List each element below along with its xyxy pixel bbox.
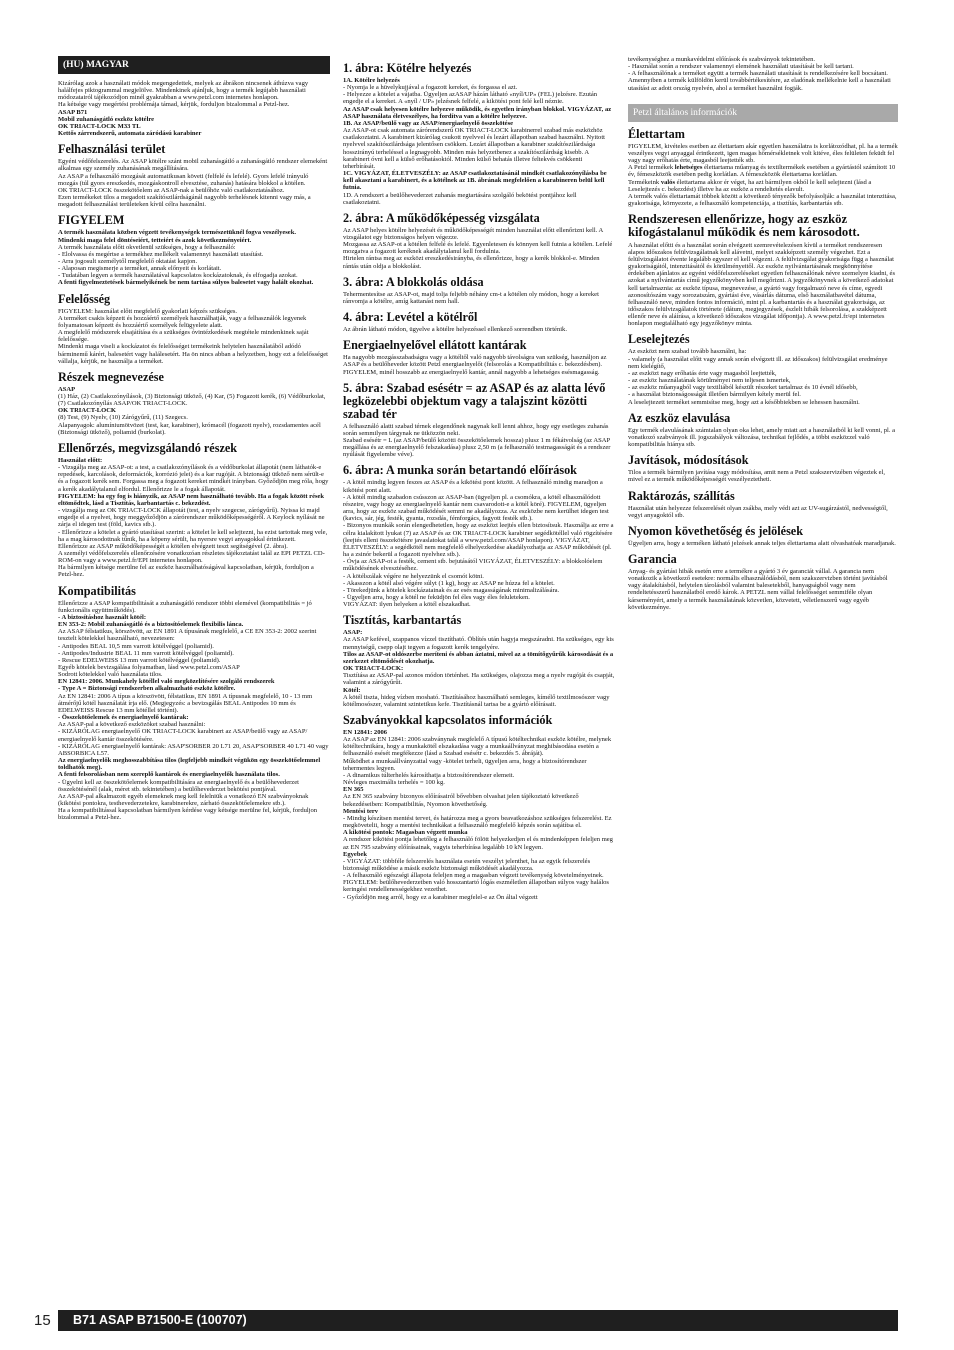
- paragraph: EN 365: [343, 786, 364, 794]
- paragraph: - Antipodes/Industrie BEAL 11 mm varrott kötélvéggel (poliamid).: [58, 649, 234, 657]
- paragraph: ASAP:: [343, 629, 363, 637]
- paragraph: Az ASAP helyes kötélre helyezését és működőképességét minden használat előtt ellenőrizni kell. A vizsgálatot egy biztonságos helyen végezze.: [343, 226, 603, 241]
- paragraph: Az EN 12841: 2006 A típus a körszövött, félstatikus, EN 1891 A típusnak megfelelő, 10 - 13 mm átmérőjű kötél használatát írja elő. (Megjegyzés: a bevizsgálás BEAL Antipodes 10 mm és EDELWEISS Rescue 13 mm kötéllel történt).: [58, 692, 313, 714]
- section-heading: Ellenőrzés, megvizsgálandó részek: [58, 440, 238, 455]
- paragraph: Ellenőrizze az ASAP működőképességét a kötélen elvégzett teszt segítségével (2. ábra).: [58, 542, 288, 550]
- section-banner: (HU) MAGYAR: [58, 56, 330, 74]
- section-heading: Raktározás, szállítás: [628, 488, 735, 503]
- paragraph: A termék használata közben végzett tevékenységek természetüknél fogva veszélyesek.: [58, 229, 296, 237]
- paragraph: - vizsgálja meg az OK TRIACT-LOCK állapotát (test, a nyelv szegecse, zárógyűrű). Nyissa ki majd engedje el a nyelvet, hogy meggyőződjön a zárórendszer működőképességéről. A Keylock nyílását ne zárja el idegen test (föld, kavics stb.).: [58, 507, 325, 529]
- paragraph: Mozgassa az ASAP-ot a kötélen felfelé és lefelé. Egyenletesen és könnyen kell futnia a kötélen. Lefelé mozgatva a fogazott keréknek akadálytalanul kell fordulnia.: [343, 241, 613, 256]
- paragraph: - Rescue EDELWEISS 13 mm varrott kötélvéggel (poliamid).: [58, 656, 221, 664]
- paragraph: 1B. Az ASAP/beülő vagy az ASAP/energiaelnyelő összekötése: [343, 119, 514, 127]
- paragraph: - Győződjön meg arról, hogy ez a karabiner megfelel-e az Ön által végzett: [343, 893, 538, 901]
- paragraph: Az energiaelnyelők meghosszabbítása tilos (legfeljebb mindkét végükön egy összekötőelemmel toldhatók meg).: [58, 757, 321, 772]
- paragraph: - Ellenőrizze a kötelet a gyártó utasításai szerint: a kötelet le kell selejtezni, ha ezist tartottak meg vele, ha a mag károsodottnak tűnik, ha a köpeny sérült, ha nyersre vegyi anyagokkal érintkezett.: [58, 528, 328, 543]
- paragraph: Mindenki maga felel döntéseiért, tetteiért és azok következményeiért.: [58, 236, 252, 244]
- section-heading: Energiaelnyelővel ellátott kantárak: [343, 338, 527, 353]
- paragraph: Egyéb kötelek bevizsgálása folyamatban, lásd www.petzl.com/ASAP: [58, 664, 240, 671]
- paragraph: - Tudatában legyen a termék használatával kapcsolatos kockázatoknak, és elfogadja azokat.: [58, 272, 298, 280]
- paragraph: FIGYELEM: ha egy fog is hiányzik, az ASAP nem használható tovább. Ha a fogak között rések eltömődtek, lásd a Tisztítás, karbantartás c. bekezdést.: [58, 492, 325, 507]
- paragraph: - A felhasználó egészségi állapota feleljen meg a magasban végzett tevékenység követelményeinek. FIGYELEM: beülőhevederzetben való hosszantartó lógás eszméletlen állapotban súlyos vagy halálos keringési rendellenességekhez vezethet.: [343, 872, 609, 894]
- section-heading: Felelősség: [58, 291, 111, 306]
- section-heading: Szabványokkal kapcsolatos információk: [343, 713, 553, 727]
- paragraph: A termék valós élettartamát többek között a következő tényezők befolyásolják: a használat intenzitása, gyakorisága, környezete, a felhasználó kompetenciája, a tisztítás, karbantartás stb.: [628, 192, 897, 208]
- paragraph: - Elolvassa és megértse a termékhez mellékelt valamennyi használati utasítást.: [58, 250, 264, 258]
- section-heading: 6. ábra: A munka során betartandó előírások: [343, 463, 577, 478]
- paragraph: ASAP B71: [58, 108, 88, 116]
- paragraph: - A dinamikus túlterhelés károsíthatja a biztosítórendszer elemeit.: [343, 771, 515, 779]
- paragraph: Az ASAP félstatikus, körszövött, az EN 1891 A típusának megfelelő, a CE EN 353-2: 2002 szerint tesztelt kötelekkel használható, nevezetesen:: [58, 628, 317, 643]
- paragraph: Tehermentesítse az ASAP-ot, majd tolja feljebb néhány cm-t a kötélen oly módon, hogy a kereket ránvomja a kötélre, amíg kattanást nem hall.: [343, 290, 599, 305]
- page-footer: [34, 1310, 898, 1331]
- paragraph: Tilos az ASAP-ot oldószerbe meríteni és abban áztatni, mivel az a tömítőgyűrűk károsodását és a szerkezet eltömődését okozhatja.: [343, 650, 614, 665]
- paragraph: - Arra jogosult személytől megfelelő oktatást kapjon.: [58, 257, 198, 265]
- section-heading: 2. ábra: A működőképesség vizsgálata: [343, 210, 540, 225]
- section-heading: FIGYELEM: [58, 213, 125, 228]
- paragraph: Működhet a munkaállványzattal vagy -kötelet terheli, ügyeljen arra, hogy a biztosítórendszer tehermentes legyen.: [343, 757, 587, 772]
- paragraph: - A kötél mindig legyen feszes az ASAP és a kikötési pont között. A felhasználó mindig maradjon a kikötési pont alatt.: [343, 479, 603, 494]
- paragraph: Az ASAP a felhasználó mozgását automatikusan követi (felfelé és lefelé). Gyors lefelé irányuló mozgás (túl gyors ereszkedés, mozgáskontroll elvesztése, zuhanás) hatására blokkol a kötélen.: [58, 172, 309, 187]
- paragraph: Hirtelen rántsa meg az eszközt ereszkedésirányba, és ellenőrizze, hogy a kerék blokkol-e. Minden rántás után oldja a blokkolást.: [343, 255, 600, 270]
- paragraph: - KIZÁRÓLAG energiaelnyelő kantárak: ASAP'SORBER 20 L71 20, ASAP'SORBER 40 L71 40 vagy ABSORBICA L57.: [58, 742, 329, 757]
- section-heading: Kompatibilitás: [58, 583, 136, 598]
- paragraph: Az ASAP-pal a következő eszközöket szabad használni:: [58, 721, 206, 729]
- paragraph: - Antipodes BEAL 10,5 mm varrott kötélvéggel (poliamid).: [58, 642, 214, 650]
- paragraph: (8) Test, (9) Nyelv, (10) Zárógyűrű, (11) Szegecs.: [58, 414, 188, 422]
- paragraph: Használat után helyezze felszerelését olyan zsákba, mely védi azt az UV-sugárzástól, nedvességtől, vegyi anyagoktól stb.: [628, 504, 888, 519]
- paragraph: A felhasználó alatti szabad térnek elegendőnek nagynak kell lenni ahhoz, hogy egy esetleges zuhanás során semmilyen tárgynak ne ütközzön neki.: [343, 422, 609, 437]
- section-heading: Rendszeresen ellenőrizze, hogy az eszköz kifogástalanul működik és nem károsodott.: [628, 212, 860, 240]
- paragraph: Kötél:: [343, 686, 361, 694]
- paragraph: - Akasszon a kötél alsó végére súlyt (1 kg), hogy az ASAP ne húzza fel a kötelet.: [343, 579, 555, 587]
- paragraph: EN 353-2: Mobil zuhanásgátló és a biztosítóelemek flexibilis lánca.: [58, 621, 244, 629]
- paragraph: Szabad esésétr = L (az ASAP/beülő közötti összekötőelemek hossza) plusz 1 m fékátvolság (az ASAP megállása és az energiaelnyelő felszakadása) plusz 2,50 m (a felhasználó testmagasságát és a rendszer nyúlását figyelembe véve).: [343, 437, 611, 459]
- section-heading: Részek megnevezése: [58, 369, 164, 384]
- section-heading: 4. ábra: Levétel a kötélről: [343, 310, 478, 325]
- paragraph: Az ASAP-pal alkalmazott egyéb elemeknek meg kell felelniük a vonatkozó EN szabványoknak (kikötési pontokra, testhevederzetekre, karabinerekre, zárható összekötőelemekre stb.).: [58, 792, 309, 807]
- section-heading: Leselejtezés: [628, 332, 690, 347]
- paragraph: Tisztítása az ASAP-pal azonos módon történhet. Ha szükséges, olajozza meg a nyelv rugóját és csapját, valamint a zárógyűrűt.: [343, 672, 615, 687]
- paragraph: A fenti figyelmeztetések bármelyikének be nem tartása súlyos balesetet vagy halált okozhat.: [58, 279, 314, 287]
- paragraph: A személyi védőfelszerelés ellenőrzésére vonatkozóan részletes tájékoztatást talál az EPI PETZL CD-ROM-on vagy a www.petzl.fr/EPI internetes honlapon.: [58, 549, 325, 565]
- paragraph: - Óvja az ASAP-ot a festék, cement stb. bejutásától VIGYÁZAT, ÉLETVESZÉLY: a blokkolóelem működésének elvesztéséhez.: [343, 558, 603, 573]
- paragraph: - Nyomja le a hüvelykujjával a fogazott kereket, és forgassa el azt.: [343, 84, 518, 92]
- section-heading: Felhasználási terület: [58, 142, 166, 157]
- paragraph: OK TRIACT-LOCK M33 TL: [58, 122, 141, 130]
- paragraph: EN 12841: 2006: [343, 729, 388, 736]
- section-heading: Garancia: [628, 551, 677, 566]
- paragraph: - Alaposan megismerje a terméket, annak előnyeit és korlátait.: [58, 265, 222, 273]
- paragraph: Termékeink valós élettartama akkor ér véget, ha azt bármilyen okból le kell selejtezni (lásd a Leselejtezés c. bekezdést) illetve ha az eszköz a rendeltetés elavult.: [628, 178, 872, 193]
- paragraph: Kettős zárrendszerű, automata záródású karabiner: [58, 130, 202, 138]
- paragraph: Az ábrán látható módon, ügyelve a kötélre helyezéssel ellenkező sorrendben történik.: [343, 326, 567, 334]
- section-heading: Javítások, módosítások: [628, 453, 749, 468]
- column-right: [628, 56, 898, 611]
- section-heading: Élettartam: [628, 126, 685, 141]
- paragraph: A leselejtezett terméket semmisítse meg, hogy azt a későbbiekben se lehessen használni.: [628, 398, 860, 406]
- paragraph: - A kötél mindig szabadon csússzon az ASAP-ban (ügyeljen pl. a csomókra, a kötél elhasználódott részeire, vagy hogy az energiaelnyelő kantár nem csavarodott-e a kötél köré). FIGYELEM, ügyeljen arra, hogy az eszköz szabad működését semmi ne akadályozza. Az eszközbe nem kerülhet idegen test (kavics, sár, jég, festék, gyanta, rozsdás, fémforgács, fagyott festék stb.).: [343, 493, 609, 523]
- paragraph: A kikötési pontok: Magasban végzett munka: [343, 829, 468, 837]
- paragraph: FIGYELEM: használat előtt megfelelő gyakorlati képzés szükséges.: [58, 307, 238, 315]
- section-heading: Nyomon követhetőség és jelölések: [628, 523, 803, 538]
- paragraph: - az eszközt nagy erőhatás érte vagy magasból leejtették,: [628, 369, 777, 377]
- paragraph: Az eszközt nem szabad tovább használni, ha:: [628, 348, 747, 356]
- paragraph: - KIZÁRÓLAG energiaelnyelő OK TRIACT-LOCK karabinert az ASAP/beülő vagy az ASAP/ energiaelnyelő kantár összekötésére.: [58, 728, 308, 743]
- section-banner: Petzl általános információk: [628, 104, 898, 122]
- paragraph: A fenti felsorolásban nem szereplő kantárok és energiaelnyelők használata tilos.: [58, 771, 280, 779]
- paragraph: - Helyezze a kötelet a vájatba. Ügyeljen azASAP házán látható «nyíl/UP» (FEL) jelzésre. Ezután engedje el a kereket. A «nyíl / UP» jelzésnek felfelé, a kikötési pont felé kell néznie.: [343, 91, 598, 106]
- paragraph: Ha kétsége vagy megértési problémája támad, kérjük, forduljon bizalommal a Petzl-hez.: [58, 101, 290, 109]
- paragraph: Anyag- és gyártási hibák esetén erre a termékre a gyártó 3 év garanciát vállal. A garancia nem vonatkozik a következő esetekre: normális elhasználódásból, nem szakszervizben történt javításból vagy átalakításból, helytelen tárolásból valamint balesetekből, hanyagságból vagy nem rendeltetésszerű használatból eredő károk. A PETZL nem vállal felelősséget semmiféle olyan kárseményért, amely a termék használatának közvetlen, közvetett, véletlenszerű vagy egyéb következménye.: [628, 567, 888, 611]
- paragraph: Ha bármilyen kétsége merülne fel az eszköz használhatóságával kapcsolatban, kérjük, forduljon a Petzl-hez.: [58, 564, 314, 579]
- paragraph: - a használat biztonságosságát illetően bármilyen kétely merül fel.: [628, 391, 801, 399]
- paragraph: - A biztosításhoz használt kötél:: [58, 613, 147, 621]
- paragraph: Használat előtt:: [58, 456, 103, 464]
- page-number: 15: [34, 1312, 51, 1329]
- paragraph: 1D. A rendszert a beülőhevederzet zuhanás megtartására szolgáló bekötési pontjához kell csatlakoztatni.: [343, 191, 577, 206]
- paragraph: - VIGYÁZAT: többféle felszerelés használata esetén veszélyt jelenthet, ha az egyik felszerelés biztonsági működése a másik eszköz biztonsági működését akadályozza.: [343, 857, 591, 872]
- paragraph: Egy termék elavulásának számtalan olyan oka lehet, amely miatt azt a használatból ki kell vonni, pl. a vonatkozó szabványok ill. jogszabályok változása, technikai fejlődés, a többi eszközzel való kompatibilitás hiánya stb.: [628, 426, 896, 449]
- paragraph: - az eszköz műanyagból vagy textiliából készült részeket tartalmaz és 10 évnél idősebb,: [628, 384, 858, 392]
- section-heading: Tisztítás, karbantartás: [343, 613, 462, 628]
- paragraph: A Petzl termékek lehetséges élettartama műanyag és textiltermékek esetében a gyártástól számított 10 év, fémeszközök esetében pedig korlátlan. A fémeszközök élettartama korlátlan.: [628, 164, 896, 179]
- section-heading: 5. ábra: Szabad esésétr = az ASAP és az alatta lévő legközelebbi objektum vagy a talajszint közötti szabad tér: [343, 380, 606, 421]
- paragraph: A termék használata előtt okvetlenül szükséges, hogy a felhasználó:: [58, 243, 236, 251]
- paragraph: OK TRIACT-LOCK: [58, 407, 117, 415]
- paragraph: Egyéni védőfelszerelés. Az ASAP kötélre szánt mobil zuhanásgátló a zuhanásgátló rendszer elemeként alkalmas egy személy zuhanásának megállítására.: [58, 158, 328, 173]
- paragraph: - Ügyelni kell az összekötőelemek kompatibilitására az energiaelnyelő és a beülőhevederzet összekötésénél (alak, méret stb. tekintetében) a beülőhevederzet bekötési pontjával.: [58, 778, 299, 793]
- paragraph: FIGYELEM, kivételes esetben az élettartam akár egyetlen használatra is korlátozódhat, pl. ha a termék veszélyes vegyi anyaggal érintkezett, igen magas hőmérsékletnek volt kitéve, éles felületen feküdt fel vagy nagy erőhatás érte, magasból leejtették stb.: [628, 142, 898, 165]
- section-heading: Az eszköz elavulása: [628, 410, 731, 425]
- section-heading: 3. ábra: A blokkolás oldása: [343, 274, 484, 289]
- paragraph: OK TRIACT-LOCK összekötőelem az ASAP-nak a beülőhöz való csatlakoztatásához.: [58, 186, 285, 194]
- paragraph: - Használat során a rendszer valamennyi elemének használati utasítását be kell tartani.: [628, 63, 854, 71]
- section-heading: 1. ábra: Kötélre helyezés: [343, 61, 472, 75]
- paragraph: - A felhasználónak a terméket együtt a termék használati utasítását is rendelkezésére kell bocsátani. Amennyiben a termék külföldön kerül továbbértékesítésre, az eladónak mellékelnie kell a használati utasítást az adott ország nyelvén, ahol a terméket használni fogják.: [628, 70, 891, 92]
- paragraph: A kötél tiszta, hideg vízben mosható. Tisztításához használható semleges, kímélő textilmosószer vagy kötélmosószer, valamint szintetikus kefe. Tisztításnál tartsa be a gyártó előírásait.: [343, 693, 610, 708]
- paragraph: EN 12841: 2006. Munkahely kötéllel való megközelítésére szolgáló rendszerek: [58, 678, 275, 686]
- paragraph: Ha nagyobb mozgásszabadságra vagy a kötéltől való nagyobb távolságra van szükség, használjon az ASAP és a beülőheveder között Petzl energiaelnyelőt (felsorolás a Kompatibilitás c. bekezdésben).: [343, 354, 607, 369]
- paragraph: - Type A = Biztonsági rendszerben alkalmazható eszköz kötélre.: [58, 685, 236, 693]
- paragraph: FIGYELEM, minél hosszabb az energiaelnyelő kantár, annál nagyobb a lehetséges esésmagasság.: [343, 368, 600, 376]
- paragraph: Mentési terv: [343, 807, 379, 815]
- paragraph: - Összekötőelemek és energiaelnyelő kantárak:: [58, 714, 189, 722]
- paragraph: Az ASAP az EN 12841: 2006 szabványnak megfelelő A típusú kötéltechnikai eszköz kötélre, melynek kötéltechnikára, hogy a munkakötél elszakadása vagy a munkaállványzat meghibásodása esetén a felhasználó esését megfékezze (lásd a Szabad esésétr c. bekezdés 5. ábráját).: [343, 736, 612, 758]
- paragraph: A megfelelő módszerek elsajátítása és a szükséges óvintézkedések megtétele mindenkinek saját felelőssége.: [58, 329, 309, 344]
- column-left: [58, 56, 330, 821]
- paragraph: Ezen termékeket tilos a megadott szakítószilárdságánál nagyobb terhelésnek kitenni vagy más, a megadott felhasználási területeken kívül célra használni.: [58, 194, 311, 209]
- paragraph: Az ASAP kefével, szappanos vízzel tisztítható. Öblítés után hagyja megszáradni. Ha szükséges, egy kis mennyiségű, csepp olajt tegyen a fogazott kerék tengelyére.: [343, 636, 614, 651]
- paragraph: Az EN 365 szabvány bizonyos előírásairól bővebben olvashat jelen tájékoztató következő bekezdéseiben: Kompatibilitás, Nyomon követhetőség.: [343, 793, 579, 808]
- paragraph: ASAP: [58, 385, 76, 393]
- paragraph: - Bizonyos munkák során elengedhetetlen, hogy az eszközt leejtés ellen biztosítsuk. Használja az erre a célra kialakított lyukat (7) az ASAP és az OK TRIACT-LOCK karabiner segédkötéllel való rögzítésére (leejtés elleni összekötésre javaslatokat talál a www.petzl.com/ASAP honlapon). VIGYÁZAT, ÉLETVESZÉLY: a segédkötél nem megfelelő elhelyezkedése akadályozhatja az ASAP működését (pl. ha a zsinór bekerül a fogazott nyelvhez stb.).: [343, 522, 614, 559]
- paragraph: (1) Ház, (2) Csatlakozónyílások, (3) Biztonsági ütköző, (4) Kar, (5) Fogazott kerék, (6) Védőburkolat, (7) Csatlakozónyílás ASAP/OK TRIACT-LOCK.: [58, 393, 326, 408]
- paragraph: A rendszer kikötési pontja lehetőleg a felhasználó fölött helyezkedjen el és mindenképpen feleljen meg az EN 795 szabvány előírásainak, vagyis teherbírása legalább 10 kN legyen.: [343, 836, 613, 851]
- paragraph: Ügyeljen arra, hogy a terméken látható jelzések annak teljes élettartama alatt olvashatóak maradjanak.: [628, 539, 896, 547]
- paragraph: Az ASAP csak helyesen kötélre helyezve működik, és egyetlen irányban blokkol. VIGYÁZAT, az ASAP használata életveszélyes, ha fordítva van a kötélre helyezve.: [343, 105, 612, 120]
- paragraph: Ellenőrizze a ASAP kompatibilitását a zuhanásgátló rendszer többi elemével (kompatibilitás = jó funkcionális együttműködés).: [58, 599, 312, 614]
- paragraph: VIGYÁZAT: ilyen helyeken a kötél elszakadhat.: [343, 601, 471, 609]
- paragraph: - valamely (a használat előtt vagy annak során elvégzett ill. az időszakos) felülvizsgálat eredménye nem kielégítő,: [628, 355, 888, 370]
- paragraph: - Vizsgálja meg az ASAP-ot: a test, a csatlakozónyílások és a védőburkolat állapotát (nem láthatók-e repedések, karcolások, deformációk, korrózió jelei) és a kar rugóját. A biztonsági ütköző nem sérült-e és a fogazott kerék sem. Forgassa meg a fogazott kereket mindkét irányban. Győződjön meg róla, hogy a kerék akadálytalanul elfordul. Ellenőrizze le a fogak állapotát.: [58, 464, 329, 493]
- paragraph: 1A. Kötélre helyezés: [343, 77, 400, 84]
- paragraph: - A kötélszálak végére ne helyezzünk el csomót kötni.: [343, 572, 484, 580]
- paragraph: A használat előtti és a használat során elvégzett szemrevételezésen kívül a terméket rendszeresen alapos időszakos felülvizsgálatnak kell alávetni, melyet szakképzett személy végezhet. Ezt a felülvizsgálatot évente legalább egyszer el kell végezni. A felülvizsgálat gyakorisága függ a használat gyakoriságától, intenzitásától és körülményeitől. Az eszköz nyilvántartásának megkönnyítése érdekében ajánlatos az egyéni védőfelszereléseket egyetlen felhasználónak névre szemelyre kiadni, és azokat a nyilvántartás című jegyzőkönyvben kell megőrizni. A jegyzőkönyvnek a következő adatokat kell tartalmaznia: az eszköz típusa, megnevezése, a gyártó vagy forgalmazó neve és címe, egyedi azonosítószám vagy sorozatszám, gyártási éve, vásárlás dátuma, első használatbavétel dátuma, felhasználó neve, minden fontos információ, mint pl. a karbantartás és a használat gyakorisága, az időszakos felülvizsgálatok története (dátum, megjegyzések, észlelt hibák felsorolása, a szakképzett ellenőr neve és aláírása, a következő időszakos vizsgálat időpontja). A www.petzl.fr/epi internetes honlapon megtalálható egy jegyzőkönyv minta.: [628, 241, 896, 328]
- paragraph: - Ügyeljen arra, hogy a kötél ne feküdjön fel éles vagy éles feluleteken.: [343, 593, 530, 601]
- paragraph: Ha a kompatibilitással kapcsolatban bármilyen kérdése vagy kétsége merülne fel, kérjük, forduljon bizalommal a Petzl-hez.: [58, 807, 318, 822]
- paragraph: 1C. VIGYÁZAT, ÉLETVESZÉLY: az ASAP csatlakoztatásánál mindkét csatlakozónyílásba be kell akasztani a karabinert, és a kötélnek az 1B. ábrának megfelelően a karabineren belül kell futnia.: [343, 170, 607, 192]
- paragraph: Az ASAP-ot csak automata zárórendszerű OK TRIACT-LOCK karabinerrel szabad más eszközhöz csatlakoztatni. A karabinert kizárólag csukott nyelvvel és lezárt állapotban szabad használni. Nyitott nyelvvel szakítószilárdsága jelentősen csökken. Lezárt állapotban a karabiner szakítószilárdsága hosszirányú terheléssel a legnagyobb. Minden más helyzetbenez a szakítószilárdság kisebb. A karabinert óvni kell a külső erőhatásoktól. Minden külső behatás illetve feltekvés csökkenti teherbírását.: [343, 127, 605, 170]
- paragraph: Mindenki maga viseli a kockázatot és felelősséget termékeink helytelen használatából adódó bárminemű kárért, balesetért vagy halálesetért. Ha ön nincs abban a helyzetben, hogy ezt a felelősséget vállalja, kérjük, ne használja a terméket.: [58, 343, 328, 365]
- paragraph: Tilos a termék bármilyen javítása vagy módosítása, amit nem a Petzl szakszervizében végeztek el, mivel ez a termék működőképességét veszélyeztetheti.: [628, 469, 886, 484]
- paragraph: Kizárólag azok a használati módok megengedettek, melyek az ábrákon nincsenek áthúzva vagy halálfejes piktogrammal megjelölve. Mindenkinek ajánljuk, hogy a termék legújabb használati módozatairól tájékozódjon minél gyakrabban a www.petzl.com internetes honlapon.: [58, 80, 309, 102]
- paragraph: Egyebek: [343, 850, 368, 858]
- paragraph: Névleges maximális terhelés = 100 kg.: [343, 779, 445, 787]
- paragraph: A terméket csakis képzett és hozzáértő személyek használhatják, vagy a felhasználók legyenek folyamatosan képzett és hozzáértő személyek felügyelete alatt.: [58, 314, 307, 329]
- paragraph: Alapanyagok: alumíniumötvözet (test, kar, karabiner), krómacél (fogazott nyelv), rozsdamentes acél (Biztonsági ütköző), poliamid (burkolat).: [58, 421, 321, 436]
- paragraph: tevékenységhez a munkavédelmi előírások és szabványok tekintetében.: [628, 56, 816, 63]
- paragraph: Mobil zuhanásgátló eszköz kötélre: [58, 115, 155, 123]
- paragraph: - az eszköz használatának körülményei nem teljesen ismertek,: [628, 377, 791, 385]
- paragraph: Sodrott kötelekkel való használata tilos.: [58, 671, 163, 679]
- paragraph: - Mindig készítsen mentési tervet, és határozza meg a gyors beavatkozáshoz szükséges felszerelést. Ez megkövetelii, hogy a mentési technikákat a felhasználó megfelelő képzés során sajátítsa el.: [343, 814, 612, 830]
- column-middle: [343, 56, 615, 901]
- paragraph: OK TRIACT-LOCK:: [343, 665, 404, 673]
- footer-bar: B71 ASAP B71500-E (100707): [58, 1310, 898, 1331]
- paragraph: - Törekedjünk a kötelek kockázatainak és az esés magasságának minimalizálására.: [343, 586, 560, 594]
